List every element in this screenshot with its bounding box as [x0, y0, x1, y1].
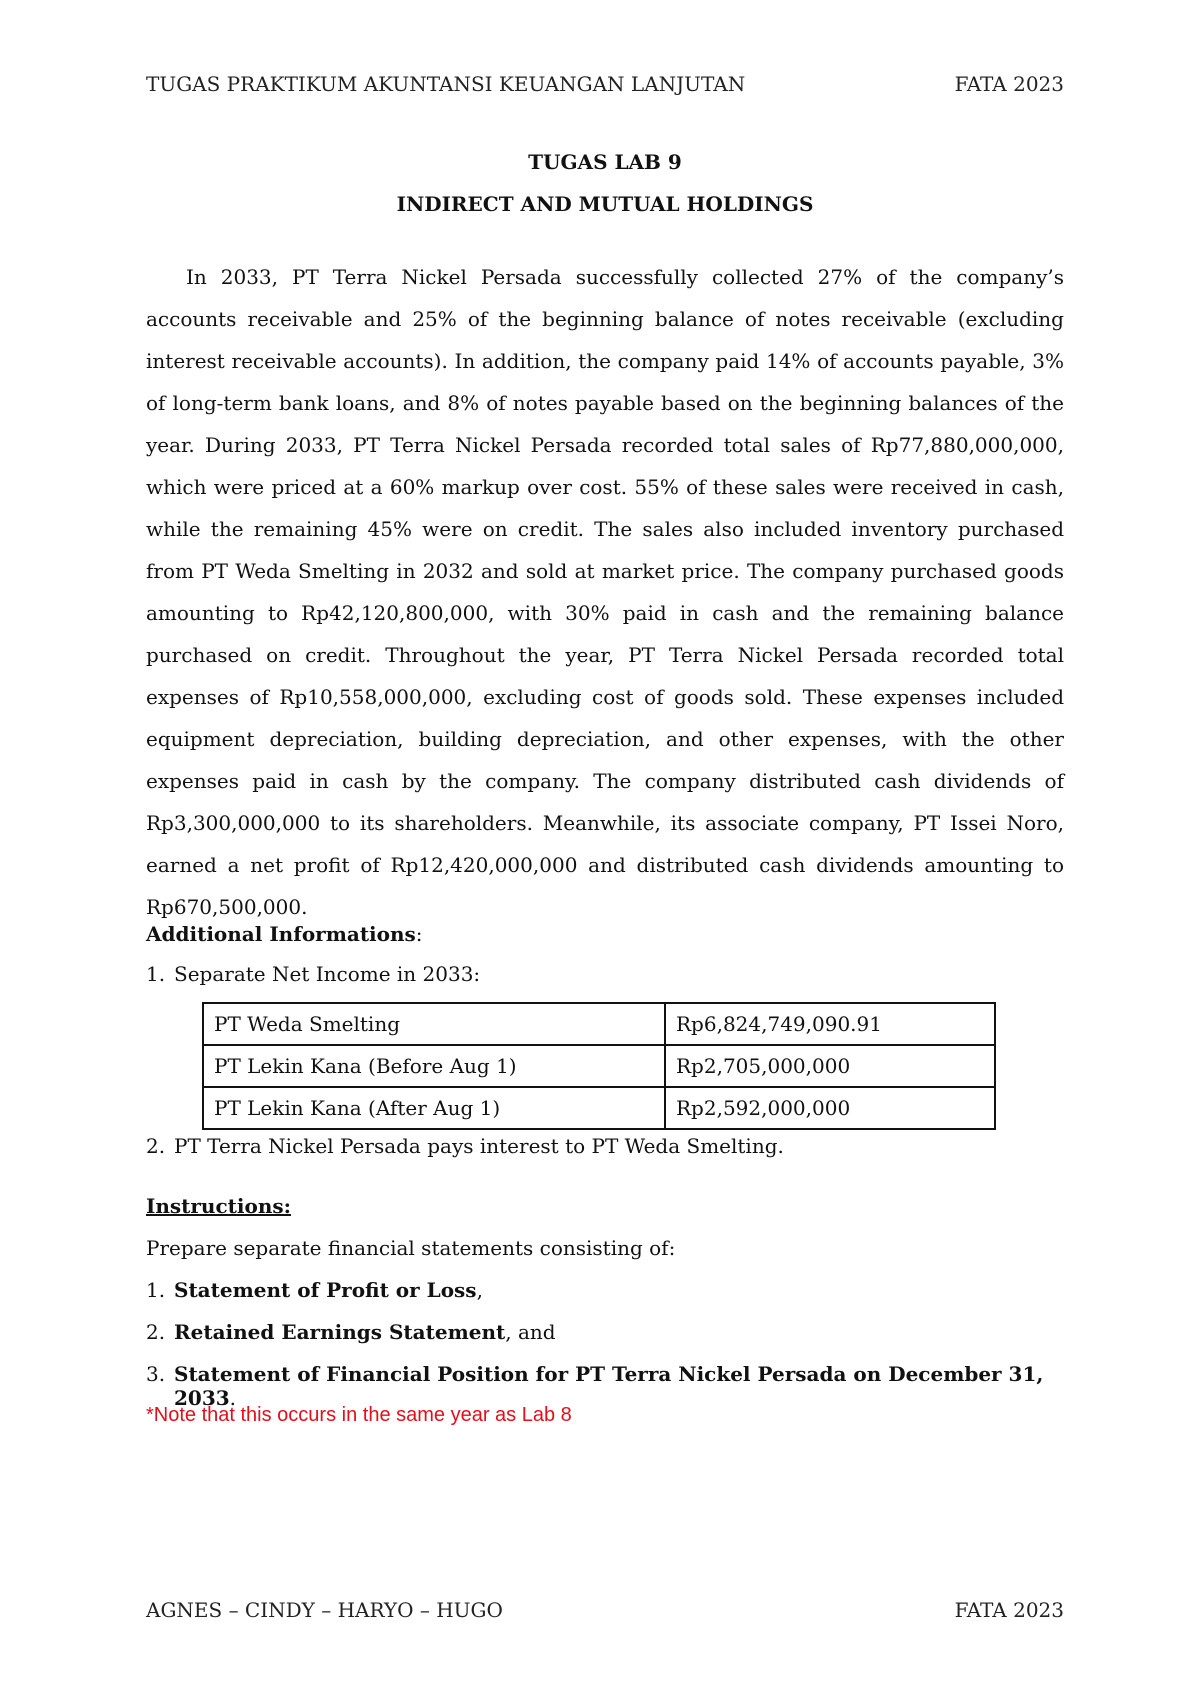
footer-year: FATA 2023	[954, 1598, 1064, 1622]
additional-item-1	[146, 962, 1064, 986]
instruction-item-3	[146, 1362, 1064, 1410]
company-cell: PT Weda Smelting	[203, 1003, 665, 1045]
instruction-rest-text: .	[229, 1386, 237, 1410]
doc-title: TUGAS LAB 9	[528, 150, 682, 174]
page-footer	[146, 1598, 1064, 1622]
additional-info-colon: :	[415, 922, 423, 946]
page-header	[146, 72, 1064, 96]
list-number: 3.	[146, 1362, 166, 1386]
header-year: FATA 2023	[954, 72, 1064, 96]
table-row	[203, 1003, 995, 1045]
instructions-heading: Instructions:	[146, 1194, 292, 1218]
instruction-item-1	[146, 1278, 1064, 1302]
company-cell: PT Lekin Kana (After Aug 1)	[203, 1087, 665, 1129]
list-number: 1.	[146, 962, 166, 986]
instruction-bold-text: Statement of Financial Position for PT Terra Nickel Persada on December 31, 2033	[174, 1362, 1044, 1410]
list-number: 2.	[146, 1320, 166, 1344]
instruction-item-2	[146, 1320, 1064, 1344]
instruction-rest-text: ,	[476, 1278, 483, 1302]
additional-info-heading	[146, 922, 1064, 946]
company-cell: PT Lekin Kana (Before Aug 1)	[203, 1045, 665, 1087]
list-text: Separate Net Income in 2033:	[174, 962, 481, 986]
table-row	[203, 1045, 995, 1087]
amount-cell: Rp2,592,000,000	[665, 1087, 995, 1129]
amount-cell: Rp6,824,749,090.91	[665, 1003, 995, 1045]
list-number: 2.	[146, 1134, 166, 1158]
header-course-title: TUGAS PRAKTIKUM AKUNTANSI KEUANGAN LANJUTAN	[146, 72, 746, 96]
instruction-rest-text: , and	[505, 1320, 556, 1344]
additional-info-label: Additional Informations	[146, 922, 416, 946]
net-income-table	[202, 1002, 996, 1130]
instruction-bold-text: Retained Earnings Statement	[174, 1320, 506, 1344]
amount-cell: Rp2,705,000,000	[665, 1045, 995, 1087]
red-note: *Note that this occurs in the same year as Lab 8	[146, 1404, 572, 1426]
additional-item-2	[146, 1134, 1064, 1158]
instructions-intro: Prepare separate financial statements consisting of:	[146, 1236, 676, 1260]
instruction-bold-text: Statement of Profit or Loss	[174, 1278, 477, 1302]
list-number: 1.	[146, 1278, 166, 1302]
case-paragraph: In 2033, PT Terra Nickel Persada successfully collected 27% of the company’s accounts receivable and 25% of the beginning balance of notes receivable (excluding interest receivable accounts). In addition, the company paid 14% of accounts payable, 3% of long-term bank loans, and 8% of notes payable based on the beginning balances of the year. During 2033, PT Terra Nickel Persada recorded total sales of Rp77,880,000,000, which were priced at a 60% markup over cost. 55% of these sales were received in cash, while the remaining 45% were on credit. The sales also included inventory purchased from PT Weda Smelting in 2032 and sold at market price. The company purchased goods amounting to Rp42,120,800,000, with 30% paid in cash and the remaining balance purchased on credit. Throughout the year, PT Terra Nickel Persada recorded total expenses of Rp10,558,000,000, excluding cost of goods sold. These expenses included equipment depreciation, building depreciation, and other expenses, with the other expenses paid in cash by the company. The company distributed cash dividends of Rp3,300,000,000 to its shareholders. Meanwhile, its associate company, PT Issei Noro, earned a net profit of Rp12,420,000,000 and distributed cash dividends amounting to Rp670,500,000.	[146, 265, 1064, 919]
list-text: PT Terra Nickel Persada pays interest to PT Weda Smelting.	[174, 1134, 784, 1158]
doc-subtitle: INDIRECT AND MUTUAL HOLDINGS	[396, 192, 814, 216]
footer-authors: AGNES – CINDY – HARYO – HUGO	[146, 1598, 503, 1622]
table-row	[203, 1087, 995, 1129]
